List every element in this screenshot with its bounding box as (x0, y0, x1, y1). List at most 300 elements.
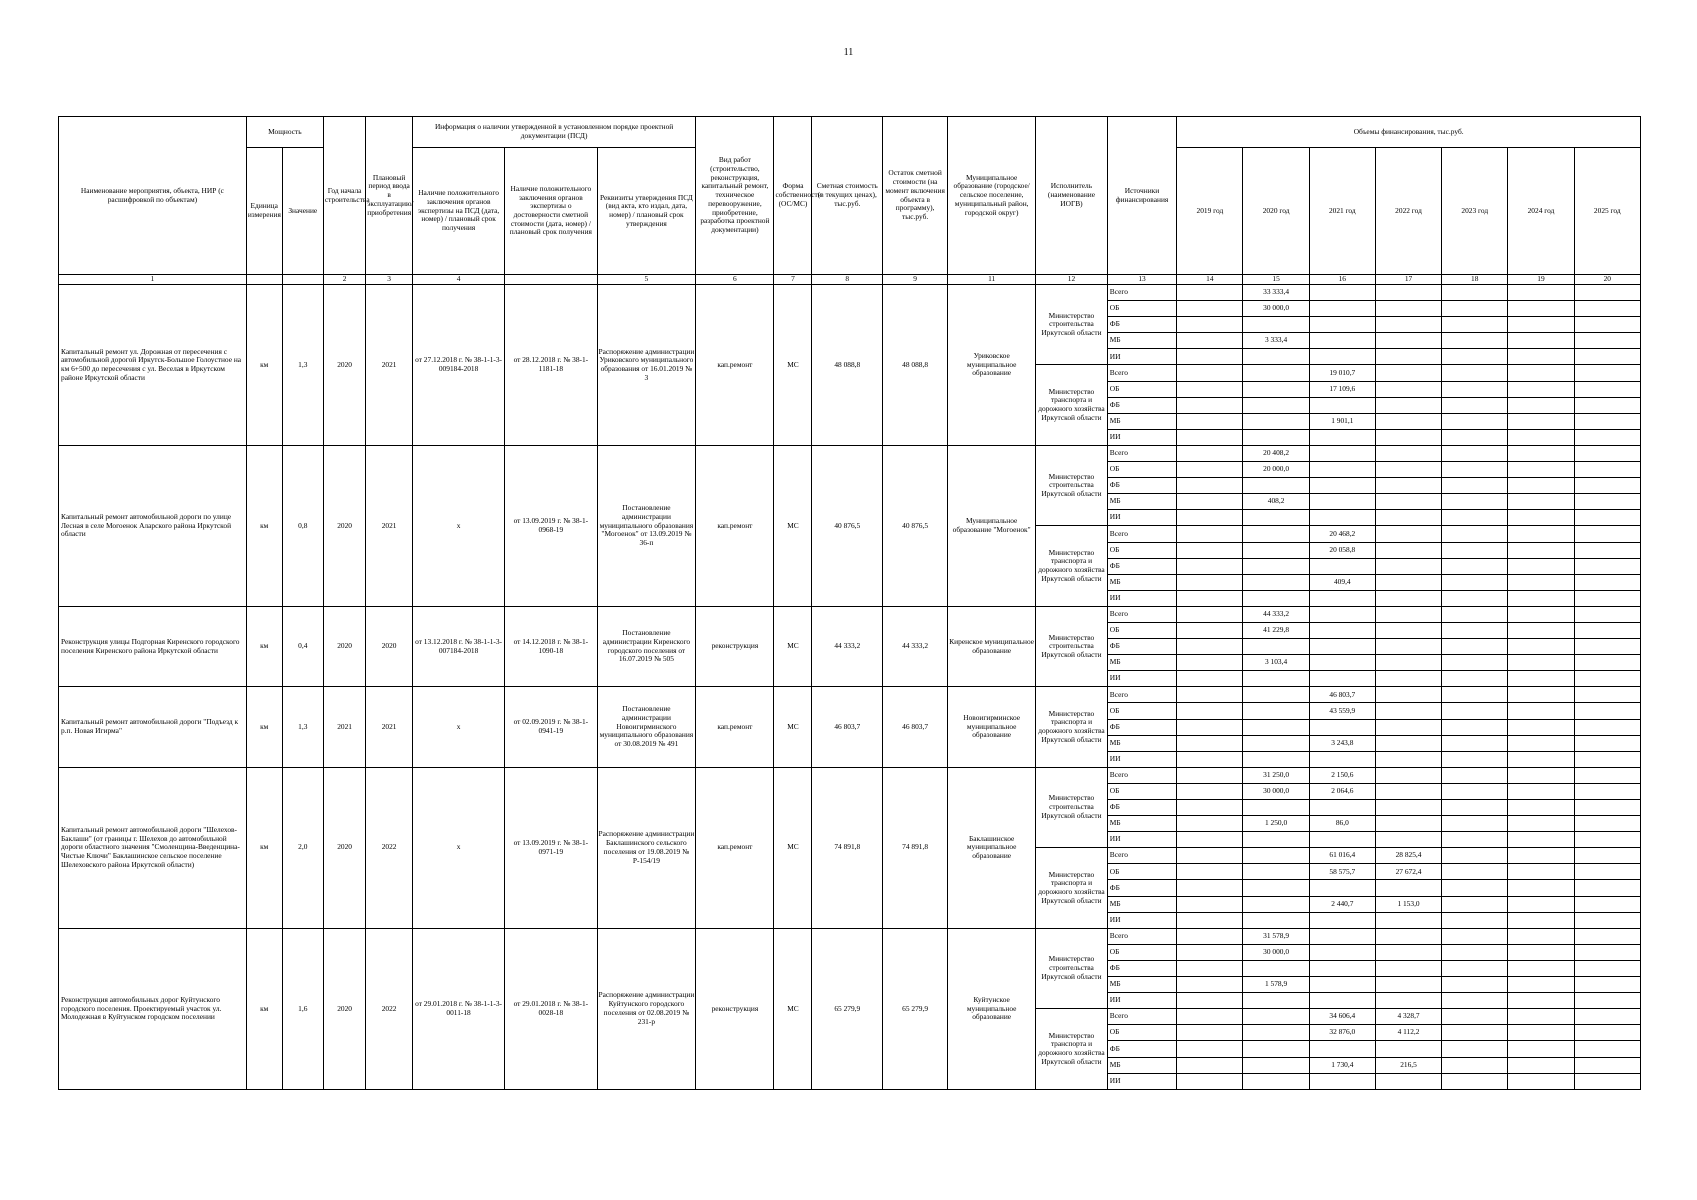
column-number: 18 (1442, 275, 1508, 285)
funding-amount (1309, 977, 1375, 993)
funding-amount (1375, 317, 1441, 333)
funding-source: МБ (1107, 494, 1176, 510)
funding-source: ОБ (1107, 301, 1176, 317)
funding-amount (1375, 301, 1441, 317)
funding-amount (1309, 1041, 1375, 1057)
funding-amount (1574, 606, 1640, 622)
object-plan-period: 2022 (366, 928, 413, 1089)
funding-source: Всего (1107, 285, 1176, 301)
funding-amount (1574, 960, 1640, 976)
object-name: Реконструкция автомобильных дорог Куйтунского городского поселения. Проектируемый участок ул. Молодежная в Куйтунском городском поселении (59, 928, 247, 1089)
funding-amount (1309, 349, 1375, 365)
object-municipality: Баклашинское муниципальное образование (948, 767, 1036, 928)
funding-source: Всего (1107, 1009, 1176, 1025)
funding-amount: 41 229,8 (1243, 622, 1309, 638)
header-estimated-cost: Сметная стоимость (в текущих ценах), тыс.руб. (812, 117, 883, 275)
funding-amount (1442, 317, 1508, 333)
funding-amount (1177, 751, 1243, 767)
funding-amount (1243, 429, 1309, 445)
funding-amount (1574, 1025, 1640, 1041)
funding-amount (1574, 800, 1640, 816)
header-ownership: Форма собственности (ОС/МС) (774, 117, 812, 275)
funding-amount (1574, 590, 1640, 606)
funding-amount (1442, 960, 1508, 976)
funding-amount (1574, 622, 1640, 638)
column-number: 6 (696, 275, 774, 285)
funding-amount (1442, 622, 1508, 638)
funding-amount (1442, 462, 1508, 478)
funding-amount (1375, 606, 1441, 622)
funding-amount (1508, 1009, 1574, 1025)
funding-amount (1442, 285, 1508, 301)
funding-amount (1375, 928, 1441, 944)
funding-source: ОБ (1107, 944, 1176, 960)
object-remaining-cost: 74 891,8 (883, 767, 948, 928)
funding-amount: 4 328,7 (1375, 1009, 1441, 1025)
funding-source: ФБ (1107, 317, 1176, 333)
funding-amount (1177, 478, 1243, 494)
object-name: Реконструкция улицы Подгорная Киренского городского поселения Киренского района Иркутской области (59, 606, 247, 686)
funding-amount (1574, 317, 1640, 333)
funding-amount (1508, 1057, 1574, 1073)
object-plan-period: 2021 (366, 687, 413, 767)
funding-amount (1574, 767, 1640, 783)
funding-amount (1309, 832, 1375, 848)
funding-amount (1177, 783, 1243, 799)
funding-amount (1177, 848, 1243, 864)
funding-source: ФБ (1107, 478, 1176, 494)
funding-amount: 27 672,4 (1375, 864, 1441, 880)
funding-amount (1375, 993, 1441, 1009)
funding-amount (1442, 896, 1508, 912)
object-cost-check: от 02.09.2019 г. № 38-1-0941-19 (505, 687, 597, 767)
funding-amount: 86,0 (1309, 816, 1375, 832)
funding-amount: 2 440,7 (1309, 896, 1375, 912)
funding-amount (1375, 944, 1441, 960)
funding-source: ФБ (1107, 639, 1176, 655)
funding-amount (1574, 429, 1640, 445)
funding-amount (1309, 285, 1375, 301)
object-value: 0,4 (282, 606, 323, 686)
object-municipality: Муниципальное образование "Могоенок" (948, 445, 1036, 606)
funding-amount (1508, 590, 1574, 606)
funding-amount (1508, 832, 1574, 848)
funding-source: ФБ (1107, 558, 1176, 574)
funding-amount (1309, 639, 1375, 655)
header-year: 2025 год (1574, 148, 1640, 275)
funding-amount: 33 333,4 (1243, 285, 1309, 301)
funding-source: ФБ (1107, 800, 1176, 816)
funding-amount (1309, 510, 1375, 526)
funding-amount (1508, 880, 1574, 896)
funding-amount (1243, 832, 1309, 848)
funding-source: МБ (1107, 1057, 1176, 1073)
funding-amount (1375, 462, 1441, 478)
funding-amount (1177, 510, 1243, 526)
column-number: 7 (774, 275, 812, 285)
column-number: 17 (1375, 275, 1441, 285)
funding-amount (1309, 880, 1375, 896)
funding-amount (1309, 317, 1375, 333)
funding-amount (1508, 960, 1574, 976)
funding-amount (1177, 622, 1243, 638)
funding-amount (1177, 735, 1243, 751)
funding-amount (1442, 365, 1508, 381)
funding-amount (1243, 864, 1309, 880)
funding-amount (1508, 816, 1574, 832)
funding-source: Всего (1107, 365, 1176, 381)
funding-amount (1309, 671, 1375, 687)
funding-amount (1177, 767, 1243, 783)
header-plan-period: Плановый период ввода в эксплуатацию/приобретения (366, 117, 413, 275)
funding-amount (1375, 574, 1441, 590)
funding-amount (1442, 703, 1508, 719)
funding-source: ОБ (1107, 864, 1176, 880)
funding-amount (1243, 574, 1309, 590)
funding-amount (1508, 896, 1574, 912)
funding-amount (1243, 1025, 1309, 1041)
funding-amount (1309, 445, 1375, 461)
header-executor: Исполнитель (наименование ИОГВ) (1036, 117, 1108, 275)
funding-source: МБ (1107, 977, 1176, 993)
funding-amount (1177, 719, 1243, 735)
funding-amount (1177, 317, 1243, 333)
funding-amount (1375, 639, 1441, 655)
funding-amount (1243, 526, 1309, 542)
funding-amount (1574, 783, 1640, 799)
table-row (59, 606, 1641, 622)
funding-amount (1177, 413, 1243, 429)
table-row (59, 767, 1641, 783)
funding-amount (1508, 510, 1574, 526)
funding-amount (1177, 977, 1243, 993)
funding-amount (1442, 832, 1508, 848)
object-year-start: 2020 (323, 285, 365, 446)
funding-amount (1243, 993, 1309, 1009)
funding-amount (1177, 1073, 1243, 1089)
funding-amount (1442, 993, 1508, 1009)
funding-amount (1243, 751, 1309, 767)
funding-amount (1375, 912, 1441, 928)
object-expertise: от 27.12.2018 г. № 38-1-1-3-009184-2018 (412, 285, 504, 446)
funding-source: Всего (1107, 928, 1176, 944)
funding-amount (1375, 590, 1441, 606)
funding-amount (1243, 478, 1309, 494)
funding-amount (1574, 365, 1640, 381)
funding-amount (1574, 285, 1640, 301)
funding-amount (1375, 413, 1441, 429)
funding-amount (1243, 671, 1309, 687)
column-number: 11 (948, 275, 1036, 285)
object-approval: Распоряжение администрации Баклашинского сельского поселения от 19.08.2019 № Р-154/19 (597, 767, 696, 928)
object-unit: км (246, 285, 282, 446)
funding-amount: 1 153,0 (1375, 896, 1441, 912)
funding-amount (1574, 703, 1640, 719)
funding-amount (1243, 365, 1309, 381)
header-psd-cost: Наличие положительного заключения органов экспертизы о достоверности сметной стоимости (дата, номер) / плановый срок получения (505, 148, 597, 275)
funding-amount (1375, 735, 1441, 751)
funding-source: ИИ (1107, 671, 1176, 687)
executor-name: Министерство строительства Иркутской области (1036, 606, 1108, 686)
funding-source: ФБ (1107, 719, 1176, 735)
column-number: 19 (1508, 275, 1574, 285)
object-expertise: от 29.01.2018 г. № 38-1-1-3-0011-18 (412, 928, 504, 1089)
funding-amount (1177, 494, 1243, 510)
object-value: 1,3 (282, 285, 323, 446)
funding-amount (1177, 1025, 1243, 1041)
funding-amount (1442, 977, 1508, 993)
object-unit: км (246, 687, 282, 767)
funding-amount (1442, 1057, 1508, 1073)
funding-amount (1442, 349, 1508, 365)
funding-amount (1309, 301, 1375, 317)
object-plan-period: 2021 (366, 445, 413, 606)
funding-amount (1574, 735, 1640, 751)
funding-amount (1177, 687, 1243, 703)
funding-amount (1574, 655, 1640, 671)
executor-name: Министерство транспорта и дорожного хозяйства Иркутской области (1036, 1009, 1108, 1090)
funding-amount (1177, 542, 1243, 558)
object-remaining-cost: 40 876,5 (883, 445, 948, 606)
object-approval: Постановление администрации муниципального образования "Могоенок" от 13.09.2019 № 36-п (597, 445, 696, 606)
object-plan-period: 2020 (366, 606, 413, 686)
funding-source: МБ (1107, 816, 1176, 832)
funding-amount: 2 064,6 (1309, 783, 1375, 799)
funding-amount (1508, 928, 1574, 944)
funding-amount (1177, 333, 1243, 349)
funding-amount (1442, 639, 1508, 655)
funding-amount (1177, 703, 1243, 719)
object-cost-check: от 13.09.2019 г. № 38-1-0971-19 (505, 767, 597, 928)
funding-source: ОБ (1107, 703, 1176, 719)
funding-amount (1177, 1041, 1243, 1057)
funding-amount (1574, 1041, 1640, 1057)
funding-amount (1375, 622, 1441, 638)
funding-amount (1243, 381, 1309, 397)
funding-amount (1442, 880, 1508, 896)
funding-amount (1508, 1073, 1574, 1089)
funding-amount (1442, 478, 1508, 494)
funding-amount (1574, 478, 1640, 494)
object-municipality: Новоигирминское муниципальное образование (948, 687, 1036, 767)
funding-amount (1442, 542, 1508, 558)
funding-amount (1243, 719, 1309, 735)
funding-amount (1309, 655, 1375, 671)
object-work-type: кап.ремонт (696, 285, 774, 446)
object-expertise: х (412, 767, 504, 928)
executor-name: Министерство строительства Иркутской области (1036, 767, 1108, 847)
funding-amount (1309, 719, 1375, 735)
object-estimated-cost: 48 088,8 (812, 285, 883, 446)
funding-amount (1243, 1009, 1309, 1025)
funding-source: ИИ (1107, 912, 1176, 928)
funding-amount (1177, 639, 1243, 655)
funding-amount (1375, 494, 1441, 510)
funding-amount (1442, 719, 1508, 735)
object-approval: Постановление администрации Киренского городского поселения от 16.07.2019 № 505 (597, 606, 696, 686)
funding-amount (1442, 429, 1508, 445)
funding-table (58, 116, 1641, 1090)
object-name: Капитальный ремонт ул. Дорожная от пересечения с автомобильной дорогой Иркутск-Большое Голоустное на км 6+500 до пересечения с ул. Веселая в Иркутском районе Иркутской области (59, 285, 247, 446)
funding-source: Всего (1107, 767, 1176, 783)
funding-amount (1177, 462, 1243, 478)
funding-amount: 3 333,4 (1243, 333, 1309, 349)
funding-amount (1574, 848, 1640, 864)
funding-source: ИИ (1107, 429, 1176, 445)
funding-amount (1508, 558, 1574, 574)
funding-amount: 1 578,9 (1243, 977, 1309, 993)
funding-amount (1574, 558, 1640, 574)
funding-amount (1574, 639, 1640, 655)
funding-amount (1574, 944, 1640, 960)
header-psd-info: Информация о наличии утвержденной в установленном порядке проектной документации (ПСД) (412, 117, 695, 148)
executor-name: Министерство транспорта и дорожного хозяйства Иркутской области (1036, 365, 1108, 445)
funding-amount (1442, 912, 1508, 928)
funding-source: ИИ (1107, 510, 1176, 526)
funding-amount (1508, 703, 1574, 719)
funding-amount (1375, 751, 1441, 767)
funding-amount: 44 333,2 (1243, 606, 1309, 622)
funding-amount: 20 468,2 (1309, 526, 1375, 542)
object-municipality: Куйтунское муниципальное образование (948, 928, 1036, 1089)
funding-amount (1375, 365, 1441, 381)
column-number (246, 275, 282, 285)
funding-amount (1508, 413, 1574, 429)
funding-amount (1442, 445, 1508, 461)
funding-amount (1574, 526, 1640, 542)
funding-amount (1508, 462, 1574, 478)
header-unit: Единица измерения (246, 148, 282, 275)
funding-amount (1508, 767, 1574, 783)
funding-amount (1375, 526, 1441, 542)
funding-amount (1442, 381, 1508, 397)
object-name: Капитальный ремонт автомобильной дороги "Шелехов-Баклаши" (от границы г. Шелехов до автомобильной дороги областного значения "Смоленщина-Введенщина-Чистые Ключи" Баклашинское сельское поселение Шелеховского района Иркутской области) (59, 767, 247, 928)
funding-amount (1508, 783, 1574, 799)
object-work-type: кап.ремонт (696, 445, 774, 606)
funding-amount (1177, 1057, 1243, 1073)
funding-amount (1508, 1025, 1574, 1041)
funding-amount (1375, 800, 1441, 816)
funding-amount (1508, 848, 1574, 864)
funding-amount (1375, 671, 1441, 687)
funding-amount (1508, 735, 1574, 751)
funding-amount (1309, 462, 1375, 478)
funding-source: МБ (1107, 655, 1176, 671)
funding-amount: 43 559,9 (1309, 703, 1375, 719)
funding-amount (1243, 960, 1309, 976)
funding-amount (1375, 510, 1441, 526)
funding-amount (1508, 606, 1574, 622)
funding-amount (1442, 301, 1508, 317)
object-ownership: МС (774, 445, 812, 606)
header-year: 2022 год (1375, 148, 1441, 275)
funding-amount (1442, 1025, 1508, 1041)
object-estimated-cost: 46 803,7 (812, 687, 883, 767)
object-work-type: кап.ремонт (696, 687, 774, 767)
object-ownership: МС (774, 606, 812, 686)
object-value: 1,3 (282, 687, 323, 767)
funding-amount (1508, 381, 1574, 397)
funding-amount (1177, 445, 1243, 461)
funding-amount (1574, 574, 1640, 590)
column-number: 20 (1574, 275, 1640, 285)
funding-amount (1508, 687, 1574, 703)
object-approval: Распоряжение администрации Уриковского муниципального образования от 16.01.2019 № 3 (597, 285, 696, 446)
object-ownership: МС (774, 928, 812, 1089)
funding-amount (1508, 671, 1574, 687)
column-number (505, 275, 597, 285)
object-unit: км (246, 767, 282, 928)
funding-amount (1177, 896, 1243, 912)
funding-amount (1442, 1041, 1508, 1057)
funding-amount (1574, 349, 1640, 365)
funding-amount (1574, 1073, 1640, 1089)
funding-amount (1309, 397, 1375, 413)
funding-amount (1508, 977, 1574, 993)
header-psd-expertise: Наличие положительного заключения органов экспертизы на ПСД (дата, номер) / плановый срок получения (412, 148, 504, 275)
column-number: 16 (1309, 275, 1375, 285)
funding-amount (1574, 832, 1640, 848)
funding-amount (1508, 429, 1574, 445)
column-number: 2 (323, 275, 365, 285)
funding-source: Всего (1107, 606, 1176, 622)
funding-amount (1508, 301, 1574, 317)
funding-amount (1574, 542, 1640, 558)
funding-source: ОБ (1107, 1025, 1176, 1041)
object-plan-period: 2021 (366, 285, 413, 446)
funding-amount (1508, 1041, 1574, 1057)
funding-amount (1574, 751, 1640, 767)
funding-amount (1375, 1073, 1441, 1089)
funding-source: МБ (1107, 413, 1176, 429)
object-cost-check: от 14.12.2018 г. № 38-1-1090-18 (505, 606, 597, 686)
funding-amount (1574, 687, 1640, 703)
funding-amount (1508, 639, 1574, 655)
funding-amount (1442, 558, 1508, 574)
funding-amount (1309, 944, 1375, 960)
funding-amount (1309, 960, 1375, 976)
funding-source: МБ (1107, 735, 1176, 751)
funding-amount (1574, 301, 1640, 317)
funding-amount (1442, 783, 1508, 799)
object-approval: Постановление администрации Новоигирминского муниципального образования от 30.08.2019 № 491 (597, 687, 696, 767)
funding-amount (1177, 912, 1243, 928)
funding-amount (1574, 333, 1640, 349)
funding-amount (1309, 478, 1375, 494)
funding-amount (1243, 735, 1309, 751)
funding-amount (1442, 655, 1508, 671)
funding-amount (1375, 333, 1441, 349)
funding-amount (1375, 445, 1441, 461)
funding-amount: 20 058,8 (1309, 542, 1375, 558)
funding-source: ИИ (1107, 832, 1176, 848)
funding-amount (1243, 558, 1309, 574)
funding-amount (1442, 944, 1508, 960)
object-unit: км (246, 606, 282, 686)
funding-amount (1442, 510, 1508, 526)
funding-amount (1375, 703, 1441, 719)
object-cost-check: от 29.01.2018 г. № 38-1-0028-18 (505, 928, 597, 1089)
funding-amount (1574, 671, 1640, 687)
funding-amount: 1 250,0 (1243, 816, 1309, 832)
funding-amount: 19 010,7 (1309, 365, 1375, 381)
funding-source: ИИ (1107, 751, 1176, 767)
funding-amount (1243, 349, 1309, 365)
column-number: 4 (412, 275, 504, 285)
executor-name: Министерство транспорта и дорожного хозяйства Иркутской области (1036, 526, 1108, 606)
column-number: 3 (366, 275, 413, 285)
funding-amount: 20 408,2 (1243, 445, 1309, 461)
